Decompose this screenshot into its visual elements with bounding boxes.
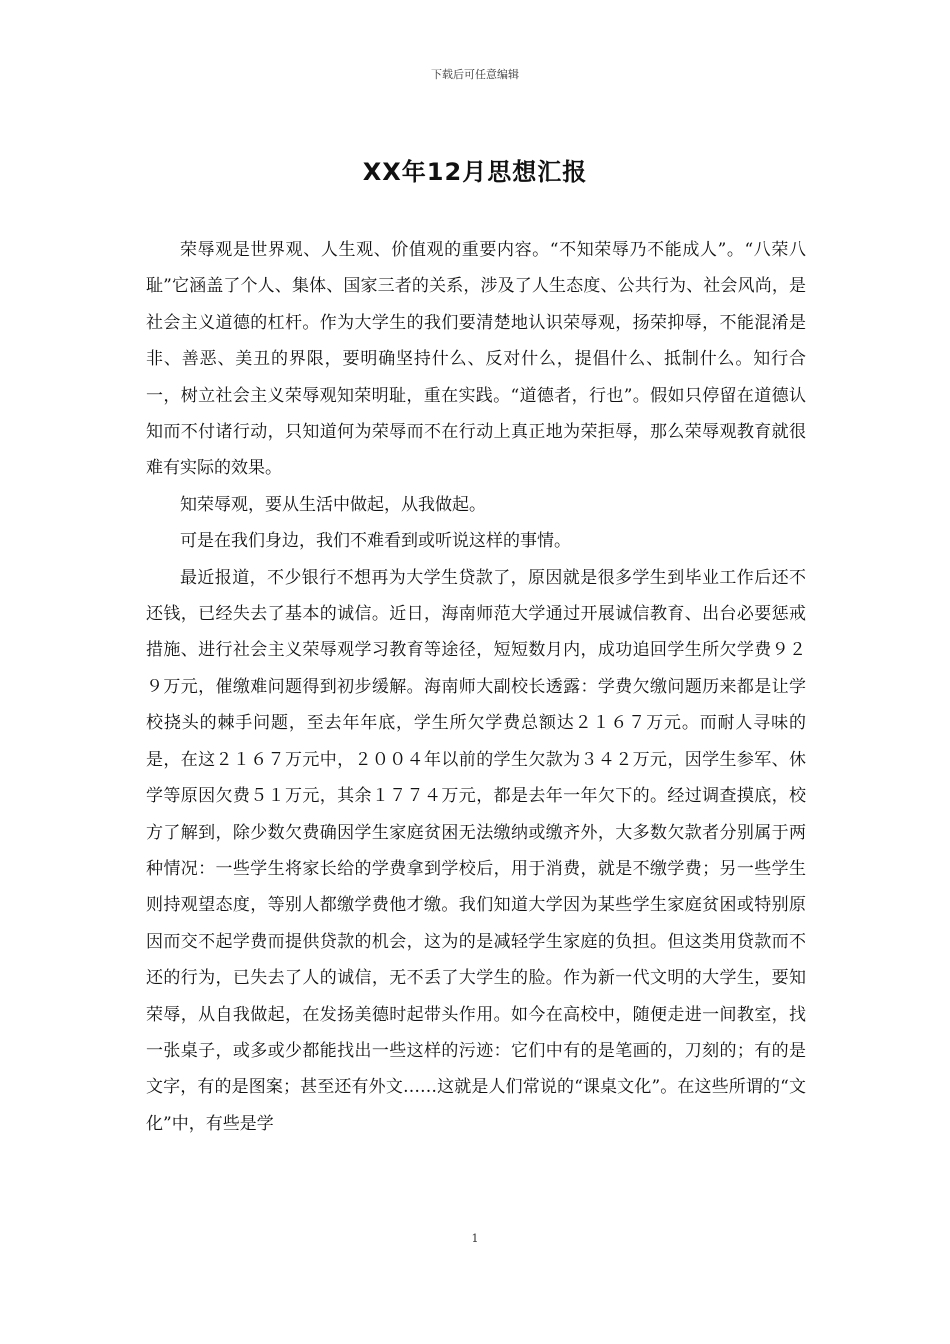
paragraph: 荣辱观是世界观、人生观、价值观的重要内容。“不知荣辱乃不能成人”。“八荣八耻”它涵盖了个人、集体、国家三者的关系，涉及了人生态度、公共行为、社会风尚，是社会主义道德的杠杆。作为大学生的我们要清楚地认识荣辱观，扬荣抑辱，不能混淆是非、善恶、美丑的界限，要明确坚持什么、反对什么，提倡什么、抵制什么。知行合一，树立社会主义荣辱观知荣明耻，重在实践。“道德者，行也”。假如只停留在道德认知而不付诸行动，只知道何为荣辱而不在行动上真正地为荣拒辱，那么荣辱观教育就很难有实际的效果。 [146,240,806,479]
document-title: XX年12月思想汇报 [362,158,588,186]
page-number: 1 [471,1232,479,1245]
paragraph: 最近报道，不少银行不想再为大学生贷款了，原因就是很多学生到毕业工作后还不还钱，已经失去了基本的诚信。近日，海南师范大学通过开展诚信教育、出台必要惩戒措施、进行社会主义荣辱观学习教育等途径，短短数月内，成功追回学生所欠学费９２９万元，催缴难问题得到初步缓解。海南师大副校长透露：学费欠缴问题历来都是让学校挠头的棘手问题，至去年年底，学生所欠学费总额达２１６７万元。而耐人寻味的是，在这２１６７万元中，２００４年以前的学生欠款为３４２万元，因学生参军、休学等原因欠费５１万元，其余１７７４万元，都是去年一年欠下的。经过调查摸底，校方了解到，除少数欠费确因学生家庭贫困无法缴纳或缴齐外，大多数欠款者分别属于两种情况：一些学生将家长给的学费拿到学校后，用于消费，就是不缴学费；另一些学生则持观望态度，等别人都缴学费他才缴。我们知道大学因为某些学生家庭贫困或特别原因而交不起学费而提供贷款的机会，这为的是减轻学生家庭的负担。但这类用贷款而不还的行为，已失去了人的诚信，无不丢了大学生的脸。作为新一代文明的大学生，要知荣辱，从自我做起，在发扬美德时起带头作用。如今在高校中，随便走进一间教室，找一张桌子，或多或少都能找出一些这样的污迹：它们中有的是笔画的，刀刻的；有的是文字，有的是图案；甚至还有外文……这就是人们常说的“课桌文化”。在这些所谓的“文化”中，有些是学 [146,567,806,1134]
paragraph: 知荣辱观，要从生活中做起，从我做起。 [180,494,486,515]
paragraph: 可是在我们身边，我们不难看到或听说这样的事情。 [180,531,571,552]
page-header: 下载后可任意编辑 [431,68,519,81]
document-body [146,232,806,1142]
